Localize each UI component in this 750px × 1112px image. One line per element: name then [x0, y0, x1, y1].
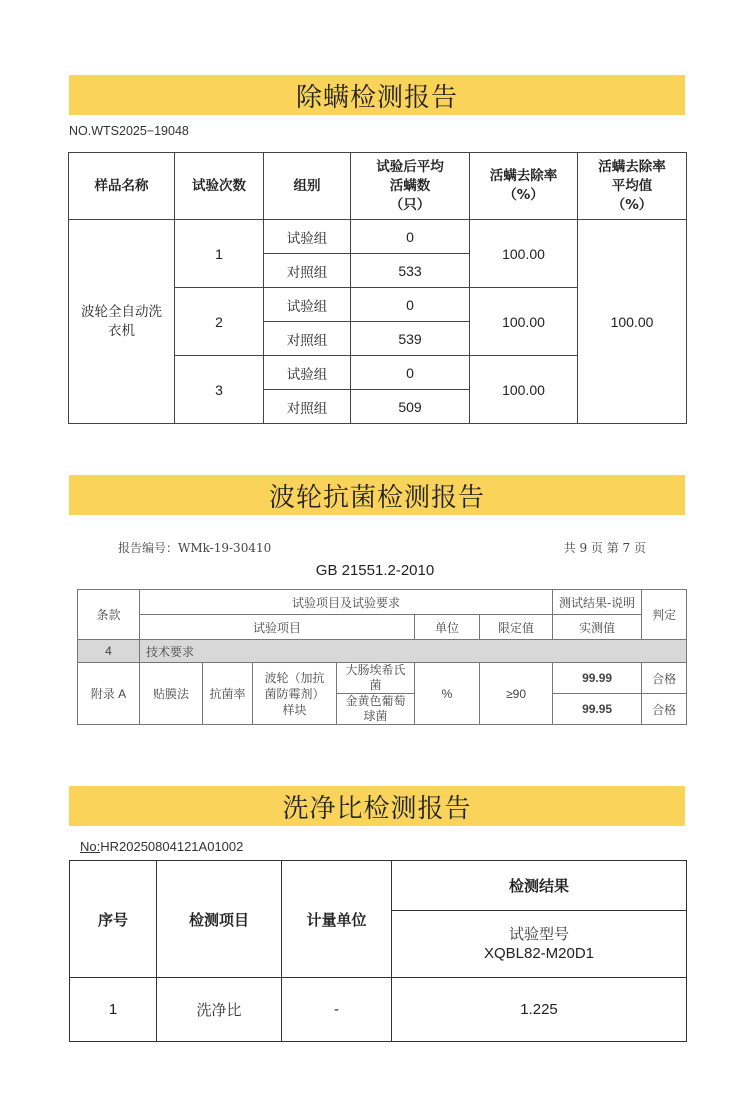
report3-title: 洗净比检测报告 [282, 793, 472, 824]
result-value: 1.225 [392, 978, 687, 1042]
header-rate [470, 153, 578, 220]
limit-cell: ≥90 [480, 663, 553, 725]
group-label: 试验组 [264, 220, 351, 254]
property-cell: 抗菌率 [203, 663, 253, 725]
trial-number: 1 [175, 220, 264, 288]
sample-name-cell [69, 220, 175, 424]
header-result-note: 测试结果-说明 [553, 590, 642, 615]
header-clause: 条款 [78, 590, 140, 640]
report1-number: NO.WTS2025−19048 [69, 124, 189, 138]
sample-name-line2: 衣机 [108, 322, 135, 339]
header-rate-line2: （%） [503, 187, 544, 203]
report2-number: 报告编号：WMk-19-30410 [118, 541, 272, 555]
model-cell [392, 911, 687, 978]
measured-value: 99.99 [553, 663, 642, 694]
group-label: 试验组 [264, 356, 351, 390]
header-seq: 序号 [70, 861, 157, 978]
judge-cell: 合格 [642, 663, 687, 694]
header-judgement: 判定 [642, 590, 687, 640]
report2-title: 波轮抗菌检测报告 [268, 482, 485, 513]
report2-page-info: 共 9 页 第 7 页 [563, 541, 646, 555]
bacteria-name [337, 663, 415, 694]
bacteria-name-line1: 金黄色葡萄 [345, 694, 406, 708]
report3-number-prefix: No: [80, 839, 101, 854]
live-count: 509 [351, 390, 470, 424]
header-avg-rate-line2: 平均值 [611, 177, 653, 194]
average-removal-rate: 100.00 [578, 220, 687, 424]
group-label: 试验组 [264, 288, 351, 322]
report3-title-banner [69, 786, 685, 826]
model-value: XQBL82-M20D1 [483, 945, 595, 962]
live-count: 0 [351, 220, 470, 254]
cleaning-ratio-table [69, 860, 687, 1042]
trial-number: 3 [175, 356, 264, 424]
header-unit: 单位 [415, 615, 480, 640]
group-label: 对照组 [264, 254, 351, 288]
removal-rate: 100.00 [470, 288, 578, 356]
sample-line1: 波轮（加抗 [264, 670, 325, 685]
sample-line2: 菌防霉剂） [264, 686, 325, 701]
header-test-item: 试验项目 [140, 615, 415, 640]
sample-cell [253, 663, 337, 725]
table-row [69, 220, 687, 254]
item-cell: 洗净比 [157, 978, 282, 1042]
header-avg-live [351, 153, 470, 220]
removal-rate: 100.00 [470, 356, 578, 424]
unit-cell: % [415, 663, 480, 725]
table-row [78, 663, 687, 694]
live-count: 539 [351, 322, 470, 356]
header-avg-rate-line1: 活螨去除率 [598, 158, 666, 175]
header-avg-live-line3: （只） [389, 196, 431, 213]
section-number: 4 [78, 640, 140, 663]
table-row [70, 978, 687, 1042]
trial-number: 2 [175, 288, 264, 356]
group-label: 对照组 [264, 390, 351, 424]
header-sample: 样品名称 [69, 153, 175, 220]
report2-title-banner [69, 475, 685, 515]
header-avg-rate [578, 153, 687, 220]
seq-cell: 1 [70, 978, 157, 1042]
mite-removal-table [68, 152, 687, 424]
bacteria-name-line1: 大肠埃希氏 [345, 663, 406, 677]
table-header-row [78, 590, 687, 615]
sample-name-line1: 波轮全自动洗 [81, 303, 162, 320]
table-header-row [70, 861, 687, 911]
live-count: 0 [351, 288, 470, 322]
antibacterial-table [77, 589, 687, 725]
report3-number: HR20250804121A01002 [100, 839, 244, 854]
judge-cell: 合格 [642, 694, 687, 725]
measured-value: 99.95 [553, 694, 642, 725]
report3-number-line [80, 839, 243, 854]
header-measured: 实测值 [553, 615, 642, 640]
header-result: 检测结果 [392, 861, 687, 911]
header-rate-line1: 活螨去除率 [489, 168, 558, 184]
appendix-cell: 附录 A [78, 663, 140, 725]
table-header-row [69, 153, 687, 220]
bacteria-name [337, 694, 415, 725]
header-trial: 试验次数 [175, 153, 264, 220]
header-limit: 限定值 [480, 615, 553, 640]
group-label: 对照组 [264, 322, 351, 356]
sample-line3: 样块 [282, 702, 307, 717]
header-group: 组别 [264, 153, 351, 220]
bacteria-name-line2: 球菌 [363, 709, 388, 723]
header-avg-live-line2: 活螨数 [389, 177, 431, 194]
header-avg-live-line1: 试验后平均 [376, 158, 444, 175]
removal-rate: 100.00 [470, 220, 578, 288]
model-label: 试验型号 [508, 925, 569, 943]
header-items-and-req: 试验项目及试验要求 [140, 590, 553, 615]
bacteria-name-line2: 菌 [369, 678, 382, 692]
live-count: 533 [351, 254, 470, 288]
header-item: 检测项目 [157, 861, 282, 978]
header-unit: 计量单位 [282, 861, 392, 978]
table-header-row [78, 615, 687, 640]
section-label: 技术要求 [140, 640, 687, 663]
section-row [78, 640, 687, 663]
unit-cell: - [282, 978, 392, 1042]
header-avg-rate-line3: （%） [611, 196, 653, 213]
method-cell: 贴膜法 [140, 663, 203, 725]
live-count: 0 [351, 356, 470, 390]
report1-title: 除螨检测报告 [295, 82, 458, 113]
report1-title-banner [69, 75, 685, 115]
report2-standard: GB 21551.2-2010 [315, 562, 435, 579]
